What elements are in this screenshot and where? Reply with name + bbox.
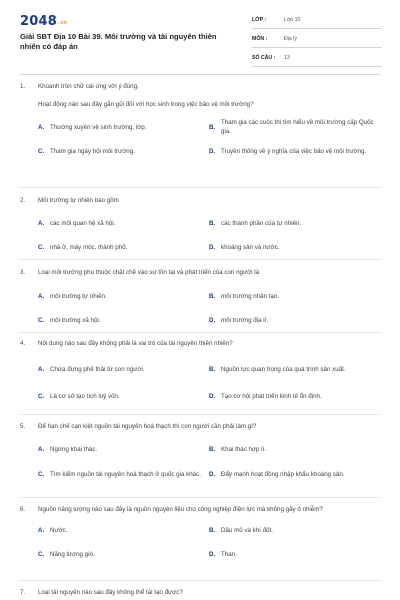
- question-text: Môi trường tự nhiên bao gồm: [38, 197, 119, 204]
- option-a[interactable]: [38, 219, 209, 228]
- options-row: [38, 548, 380, 560]
- option-b[interactable]: [209, 526, 380, 535]
- meta-value: 13: [284, 55, 290, 61]
- option-c[interactable]: [38, 316, 209, 325]
- question-4: [20, 339, 380, 402]
- options-row: [38, 290, 380, 302]
- option-letter: C.: [38, 392, 45, 400]
- question-6: [20, 505, 380, 560]
- option-text: Than.: [221, 550, 237, 558]
- question-stem: [20, 268, 380, 277]
- answer-options: [38, 117, 380, 161]
- meta-value: Địa lý: [284, 36, 297, 42]
- option-text: môi trường tự nhiên.: [50, 292, 107, 300]
- option-text: Truyền thông về ý nghĩa của việc bảo vệ môi trường.: [221, 147, 367, 155]
- question-stem: [20, 339, 380, 348]
- question-text: Loại tài nguyên nào sau đây không thể tái tạo được?: [38, 589, 183, 596]
- option-text: các thành phần của tự nhiên.: [221, 219, 302, 227]
- question-separator: [20, 187, 380, 188]
- option-text: Chứa đựng phế thải từ con người.: [50, 365, 145, 373]
- option-b[interactable]: [209, 118, 380, 136]
- option-letter: D.: [209, 550, 216, 558]
- answer-options: [38, 290, 380, 326]
- question-stem: [20, 422, 380, 431]
- question-3: [20, 268, 380, 326]
- option-text: Ngừng khai thác.: [50, 445, 98, 453]
- question-number: 1.: [20, 83, 26, 90]
- option-c[interactable]: [38, 392, 209, 401]
- option-a[interactable]: [38, 292, 209, 301]
- options-row: [38, 443, 380, 455]
- meta-label: SỐ CÂU :: [252, 55, 276, 61]
- option-text: Dầu mỏ và khí đốt.: [221, 526, 273, 534]
- question-separator: [20, 580, 380, 581]
- option-letter: B.: [209, 526, 216, 534]
- answer-options: [38, 217, 380, 253]
- question-separator: [20, 332, 380, 333]
- meta-question-count: [252, 52, 382, 67]
- option-a[interactable]: [38, 123, 209, 132]
- option-letter: A.: [38, 445, 45, 453]
- option-letter: C.: [38, 243, 45, 251]
- option-letter: A.: [38, 123, 45, 131]
- options-row: [38, 358, 380, 380]
- answer-options: [38, 358, 380, 402]
- option-text: nhà ở, máy móc, thành phố.: [50, 243, 128, 251]
- document-header: [0, 0, 400, 72]
- logo-suffix: .vn: [57, 20, 68, 26]
- question-text: Khoanh tròn chữ cái ứng với ý đúng.: [38, 83, 139, 90]
- option-text: Thường xuyên vệ sinh trường, lớp.: [50, 123, 147, 131]
- document-meta: [252, 14, 382, 67]
- option-d[interactable]: [209, 550, 380, 559]
- option-d[interactable]: [209, 392, 380, 401]
- option-a[interactable]: [38, 526, 209, 535]
- option-text: Nước.: [50, 526, 68, 534]
- meta-grade: [252, 14, 382, 29]
- question-stem: [20, 196, 380, 205]
- answer-options: [38, 443, 380, 485]
- option-letter: A.: [38, 526, 45, 534]
- option-letter: A.: [38, 292, 45, 300]
- options-row: [38, 117, 380, 137]
- option-text: Tham gia các cuộc thi tìm hiểu về môi trường cấp Quốc gia.: [221, 119, 374, 135]
- option-text: Tìm kiếm nguồn tài nguyên hoá thạch ở quốc gia khác.: [50, 470, 201, 478]
- option-text: môi trường địa lí.: [221, 316, 269, 324]
- question-prompt: Hoạt động nào sau đây gắn gũi đối với học sinh trong việc bảo vệ môi trường?: [38, 101, 254, 108]
- options-row: [38, 141, 380, 161]
- question-text: Nguồn năng lượng nào sau đây là nguồn nguyên liệu cho công nghiệp điện lực mà không gây ô nhiễm?: [38, 506, 323, 513]
- option-letter: A.: [38, 365, 45, 373]
- option-letter: D.: [209, 243, 216, 251]
- question-stem: [20, 82, 380, 91]
- question-number: 4.: [20, 340, 26, 347]
- question-1: [20, 82, 380, 161]
- option-letter: B.: [209, 445, 216, 453]
- option-letter: C.: [38, 147, 45, 155]
- question-number: 6.: [20, 506, 26, 513]
- option-text: môi trường nhân tạo.: [221, 292, 280, 300]
- option-letter: D.: [209, 316, 216, 324]
- option-text: Nguồn lực quan trọng của quá trình sản xuất.: [221, 365, 346, 373]
- options-row: [38, 217, 380, 229]
- option-letter: D.: [209, 470, 216, 478]
- option-b[interactable]: [209, 445, 380, 454]
- question-stem: [20, 588, 380, 597]
- option-text: môi trường xã hội.: [50, 316, 101, 324]
- option-text: Tham gia ngày hội môi trường.: [50, 147, 135, 155]
- question-stem: [20, 505, 380, 514]
- options-row: [38, 390, 380, 402]
- question-text: Để hạn chế cạn kiệt nguồn tài nguyên hoá thạch thì con người cần phải làm gì?: [38, 423, 257, 430]
- meta-subject: [252, 33, 382, 48]
- question-number: 3.: [20, 269, 26, 276]
- option-text: Khai thác hợp lí.: [221, 445, 266, 453]
- option-letter: A.: [38, 219, 45, 227]
- option-letter: B.: [209, 292, 216, 300]
- option-d[interactable]: [209, 147, 380, 156]
- site-logo[interactable]: [20, 14, 67, 29]
- question-number: 7.: [20, 589, 26, 596]
- option-d[interactable]: [209, 316, 380, 325]
- option-letter: B.: [209, 123, 216, 131]
- question-number: 2.: [20, 197, 26, 204]
- meta-label: LỚP :: [252, 17, 267, 23]
- option-a[interactable]: [38, 445, 209, 454]
- question-separator: [20, 497, 380, 498]
- option-text: các mối quan hệ xã hội.: [50, 219, 116, 227]
- header-divider: [20, 74, 380, 75]
- option-b[interactable]: [209, 219, 380, 228]
- option-letter: C.: [38, 470, 45, 478]
- option-letter: B.: [209, 219, 216, 227]
- question-text: Loại môi trường phụ thuộc chặt chẽ vào sự tồn tại và phát triển của con người là: [38, 269, 260, 276]
- question-number: 5.: [20, 423, 26, 430]
- question-text: Nội dung nào sau đây không phải là vai trò của tài nguyên thiên nhiên?: [38, 340, 233, 347]
- option-text: Năng lượng gió.: [50, 550, 95, 558]
- option-b[interactable]: [209, 365, 380, 374]
- option-text: Tạo cơ hội phát triển kinh tế ổn định.: [221, 392, 322, 400]
- question-separator: [20, 414, 380, 415]
- option-letter: C.: [38, 316, 45, 324]
- option-letter: D.: [209, 147, 216, 155]
- option-letter: B.: [209, 365, 216, 373]
- meta-value: Lớp 10: [284, 17, 301, 23]
- document-title: Giải SBT Địa 10 Bài 39. Môi trường và tài nguyên thiên nhiên có đáp án: [20, 32, 217, 51]
- logo-text: 2048: [20, 14, 57, 29]
- question-5: [20, 422, 380, 485]
- meta-label: MÔN :: [252, 36, 268, 42]
- options-row: [38, 463, 380, 485]
- option-b[interactable]: [209, 292, 380, 301]
- option-c[interactable]: [38, 243, 209, 252]
- option-text: khoáng sản và nước.: [221, 243, 280, 251]
- option-letter: D.: [209, 392, 216, 400]
- question-separator: [20, 259, 380, 260]
- option-c[interactable]: [38, 550, 209, 559]
- option-d[interactable]: [209, 470, 380, 479]
- options-row: [38, 241, 380, 253]
- option-text: Là cơ sở tạo tích luỹ vốn.: [50, 392, 120, 400]
- answer-options: [38, 524, 380, 560]
- option-c[interactable]: [38, 147, 209, 156]
- option-a[interactable]: [38, 365, 209, 374]
- question-2: [20, 196, 380, 253]
- option-text: Đẩy mạnh hoạt động nhập khẩu khoáng sản.: [221, 470, 345, 478]
- option-c[interactable]: [38, 470, 209, 479]
- options-row: [38, 524, 380, 536]
- question-7: [20, 588, 380, 597]
- options-row: [38, 314, 380, 326]
- option-letter: C.: [38, 550, 45, 558]
- option-d[interactable]: [209, 243, 380, 252]
